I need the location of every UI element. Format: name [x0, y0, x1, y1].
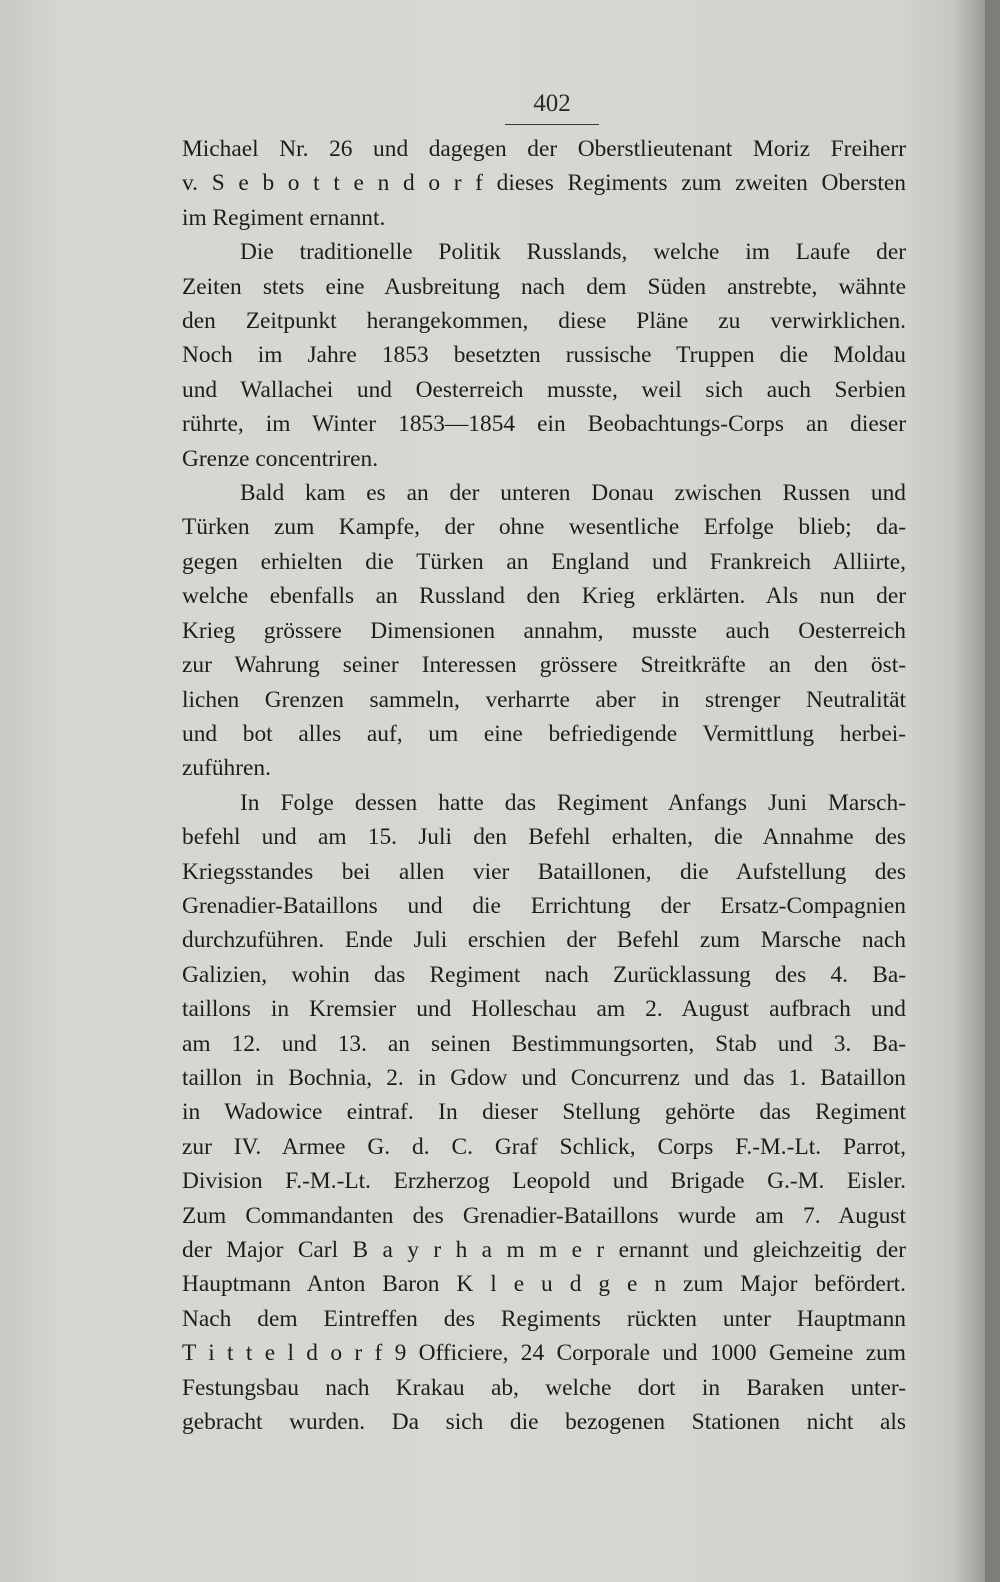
text-line: Galizien, wohin das Regiment nach Zurücklassung des 4. Ba- [182, 961, 906, 988]
text-line: Grenadier-Bataillons und die Errichtung der Ersatz-Compagnien [182, 892, 906, 919]
text-line: und bot alles auf, um eine befriedigende Vermittlung herbei- [182, 720, 906, 747]
paragraph-1 [182, 132, 906, 235]
page-edge-shadow [955, 0, 985, 1582]
text-line: Noch im Jahre 1853 besetzten russische Truppen die Moldau [182, 342, 906, 369]
text-line: In Folge dessen hatte das Regiment Anfangs Juni Marsch- [240, 789, 906, 816]
text-line: gebracht wurden. Da sich die bezogenen Stationen nicht als [182, 1409, 906, 1436]
text-line: T i t t e l d o r f 9 Officiere, 24 Corporale und 1000 Gemeine zum [182, 1340, 906, 1367]
text-line: durchzuführen. Ende Juli erschien der Befehl zum Marsche nach [182, 927, 906, 954]
text-line: v. S e b o t t e n d o r f dieses Regiments zum zweiten Obersten [182, 170, 906, 197]
text-line: der Major Carl B a y r h a m m e r ernannt und gleichzeitig der [182, 1237, 906, 1263]
text-line: Grenze concentriren. [182, 445, 379, 472]
page-number: 402 [533, 90, 571, 117]
text-line: Zeiten stets eine Ausbreitung nach dem Süden anstrebte, wähnte [182, 273, 906, 300]
text-line: Nach dem Eintreffen des Regiments rückten unter Hauptmann [182, 1305, 906, 1332]
text-line: Kriegsstandes bei allen vier Bataillonen, die Aufstellung des [182, 858, 906, 885]
text-line: Krieg grössere Dimensionen annahm, musste auch Oesterreich [182, 617, 906, 644]
text-line: befehl und am 15. Juli den Befehl erhalten, die Annahme des [182, 824, 906, 851]
text-line: zur Wahrung seiner Interessen grössere Streitkräfte an den öst- [182, 652, 906, 679]
text-line: welche ebenfalls an Russland den Krieg erklärten. Als nun der [182, 583, 906, 610]
text-line: Bald kam es an der unteren Donau zwischen Russen und [240, 480, 906, 507]
text-line: Die traditionelle Politik Russlands, welche im Laufe der [240, 239, 906, 266]
body-text [182, 132, 906, 1439]
text-line: in Wadowice eintraf. In dieser Stellung gehörte das Regiment [182, 1099, 906, 1126]
paragraph-2 [182, 235, 906, 476]
text-line: taillon in Bochnia, 2. in Gdow und Concurrenz und das 1. Bataillon [182, 1064, 906, 1091]
text-line: lichen Grenzen sammeln, verharrte aber in strenger Neutralität [182, 686, 906, 713]
text-line: Michael Nr. 26 und dagegen der Oberstlieutenant Moriz Freiherr [182, 136, 906, 162]
paragraph-4 [182, 786, 906, 1440]
text-line: am 12. und 13. an seinen Bestimmungsorten, Stab und 3. Ba- [182, 1030, 906, 1057]
text-line: rührte, im Winter 1853—1854 ein Beobachtungs-Corps an dieser [182, 411, 906, 438]
paragraph-3 [182, 476, 906, 786]
text-line: zuführen. [182, 755, 271, 782]
text-line: Division F.-M.-Lt. Erzherzog Leopold und Brigade G.-M. Eisler. [182, 1168, 906, 1195]
text-line: Zum Commandanten des Grenadier-Bataillons wurde am 7. August [182, 1202, 906, 1229]
text-line: zur IV. Armee G. d. C. Graf Schlick, Corps F.-M.-Lt. Parrot, [182, 1133, 906, 1160]
text-line: den Zeitpunkt herangekommen, diese Pläne zu verwirklichen. [182, 308, 906, 335]
text-line: gegen erhielten die Türken an England und Frankreich Alliirte, [182, 548, 906, 575]
text-line: und Wallachei und Oesterreich musste, weil sich auch Serbien [182, 376, 906, 403]
text-line: Festungsbau nach Krakau ab, welche dort in Baraken unter- [182, 1374, 906, 1401]
text-line: im Regiment ernannt. [182, 204, 386, 231]
text-line: Türken zum Kampfe, der ohne wesentliche Erfolge blieb; da- [182, 514, 906, 541]
page-number-rule [505, 124, 599, 125]
text-line: Hauptmann Anton Baron K l e u d g e n zum Major befördert. [182, 1271, 906, 1298]
text-line: taillons in Kremsier und Holleschau am 2. August aufbrach und [182, 996, 906, 1023]
